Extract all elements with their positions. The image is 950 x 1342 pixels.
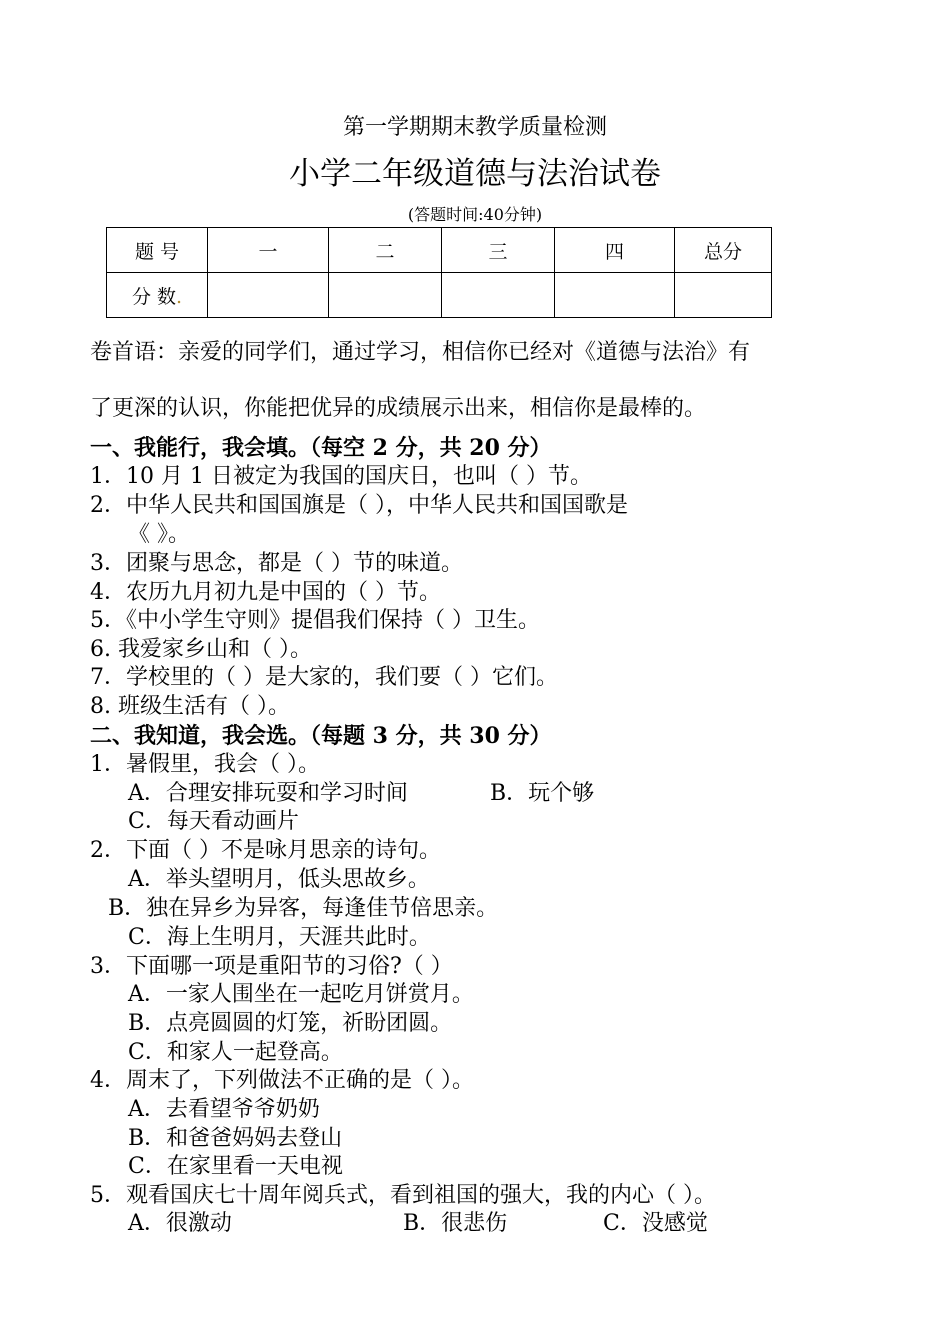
- question-3-option-a: A．一家人围坐在一起吃月饼赏月。: [128, 982, 474, 1007]
- question-4-option-b: B．和爸爸妈妈去登山: [128, 1126, 343, 1151]
- question-1-option-a: A．合理安排玩耍和学习时间: [128, 781, 408, 806]
- question-3-option-b: B．点亮圆圆的灯笼，祈盼团圆。: [128, 1011, 453, 1036]
- score-table-cell: 总分: [675, 228, 772, 273]
- exam-title: 小学二年级道德与法治试卷: [289, 156, 661, 192]
- fill-item-5: 5．《中小学生守则》提倡我们保持（ ）卫生。: [90, 608, 540, 633]
- section1-heading: 一、我能行，我会填。（每空 2 分，共 20 分）: [90, 435, 552, 461]
- score-table-cell: 四: [555, 228, 675, 273]
- question-4-option-c: C．在家里看一天电视: [128, 1154, 343, 1179]
- score-cell-4[interactable]: [555, 273, 675, 318]
- question-4-option-a: A．去看望爷爷奶奶: [128, 1097, 320, 1122]
- score-table-header-row: [107, 228, 772, 273]
- score-table-cell: 一: [208, 228, 329, 273]
- fill-item-2-cont: 《 》。: [128, 522, 190, 547]
- score-table: [106, 227, 772, 318]
- score-table-cell: 题 号: [107, 228, 208, 273]
- score-cell-total[interactable]: [675, 273, 772, 318]
- score-table-cell: 三: [442, 228, 555, 273]
- fill-item-7: 7．学校里的（ ）是大家的，我们要（ ）它们。: [90, 665, 558, 690]
- question-2-option-b: B．独在异乡为异客，每逢佳节倍思亲。: [108, 896, 499, 921]
- score-row-label: 分 数.: [107, 273, 208, 318]
- question-3-option-c: C．和家人一起登高。: [128, 1040, 343, 1065]
- score-cell-1[interactable]: [208, 273, 329, 318]
- score-table-score-row: [107, 273, 772, 318]
- fill-item-6: 6. 我爱家乡山和（ ）。: [90, 637, 312, 662]
- section2-heading: 二、我知道，我会选。（每题 3 分，共 30 分）: [90, 723, 552, 749]
- fill-item-3: 3．团聚与思念，都是（ ）节的味道。: [90, 551, 463, 576]
- fill-item-2: 2．中华人民共和国国旗是（ ），中华人民共和国国歌是: [90, 493, 628, 518]
- question-5-stem: 5．观看国庆七十周年阅兵式，看到祖国的强大，我的内心（ ）。: [90, 1183, 716, 1208]
- question-5-option-b: B．很悲伤: [403, 1211, 508, 1236]
- question-2-option-c: C．海上生明月，天涯共此时。: [128, 925, 431, 950]
- time-note: (答题时间:40分钟): [407, 205, 543, 224]
- fill-item-1: 1．10 月 1 日被定为我国的国庆日，也叫（ ）节。: [90, 464, 592, 489]
- question-3-stem: 3．下面哪一项是重阳节的习俗?（ ）: [90, 954, 453, 979]
- fill-item-4: 4．农历九月初九是中国的（ ）节。: [90, 580, 441, 605]
- score-cell-2[interactable]: [329, 273, 442, 318]
- question-4-stem: 4．周末了，下列做法不正确的是（ ）。: [90, 1068, 474, 1093]
- question-1-stem: 1．暑假里，我会（ ）。: [90, 752, 320, 777]
- question-1-option-c: C．每天看动画片: [128, 809, 299, 834]
- preface-line-1: 卷首语：亲爱的同学们，通过学习，相信你已经对《道德与法治》有: [90, 340, 751, 365]
- question-2-option-a: A．举头望明月，低头思故乡。: [128, 867, 430, 892]
- question-5-option-a: A．很激动: [128, 1211, 232, 1236]
- fill-item-8: 8. 班级生活有（ ）。: [90, 694, 290, 719]
- exam-subtitle: 第一学期期末教学质量检测: [342, 115, 607, 140]
- question-2-stem: 2．下面（ ）不是咏月思亲的诗句。: [90, 838, 441, 863]
- score-table-cell: 二: [329, 228, 442, 273]
- preface-line-2: 了更深的认识，你能把优异的成绩展示出来，相信你是最棒的。: [90, 396, 707, 421]
- question-1-option-b: B．玩个够: [490, 781, 595, 806]
- score-cell-3[interactable]: [442, 273, 555, 318]
- question-5-option-c: C．没感觉: [603, 1211, 708, 1236]
